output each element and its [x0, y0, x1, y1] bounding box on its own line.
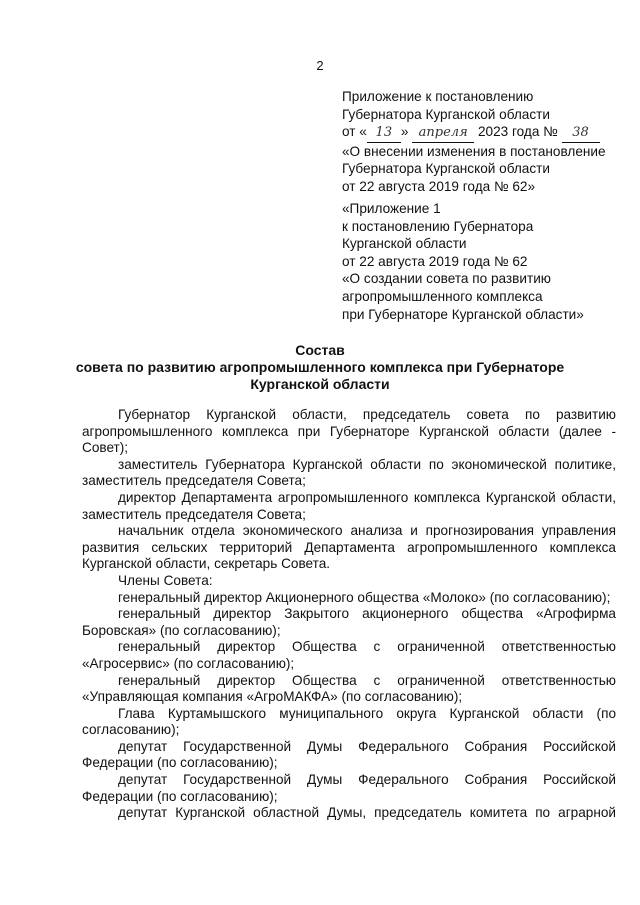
list-item: генеральный директор Акционерного общества «Молоко» (по согласованию);	[118, 589, 611, 605]
document-subtitle: совета по развитию агропромышленного комплекса при Губернаторе	[75, 359, 565, 375]
list-item: директор Департамента агропромышленного комплекса Курганской области, заместитель председателя Совета;	[82, 489, 616, 522]
appendix-quote-line: к постановлению Губернатора	[342, 218, 534, 234]
appendix-line: «О внесении изменения в постановление	[342, 143, 606, 159]
appendix-quote-line: Курганской области	[342, 236, 467, 252]
list-heading: Члены Совета:	[118, 572, 213, 588]
document-title: Состав	[295, 342, 345, 358]
list-item: генеральный директор Общества с ограниченной ответственностью «Агросервис» (по согласованию);	[82, 639, 616, 671]
list-item: начальник отдела экономического анализа и прогнозирования управления развития сельских территорий Департамента агропромышленного комплекса Курганской области, секретарь Совета.	[82, 523, 616, 572]
appendix-line: Приложение к постановлению	[342, 89, 534, 104]
list-item: заместитель Губернатора Курганской области по экономической политике, заместитель председателя Совета;	[82, 456, 616, 489]
appendix-quote-line: от 22 августа 2019 года № 62	[342, 253, 528, 269]
date-quote-close: »	[400, 124, 409, 140]
list-item: генеральный директор Общества с ограниченной ответственностью «Управляющая компания «АгроМАКФА» (по согласованию);	[82, 672, 616, 705]
appendix-quote-line: «О создании совета по развитию	[342, 271, 551, 287]
list-item: депутат Государственной Думы Федерального Собрания Российской Федерации (по согласованию);	[82, 738, 616, 771]
handwritten-number: 38	[572, 125, 589, 141]
page-number: 2	[316, 58, 324, 73]
date-prefix: от «	[342, 124, 367, 140]
document-subtitle: Курганской области	[250, 376, 390, 392]
appendix-line: от 22 августа 2019 года № 62»	[342, 178, 536, 194]
appendix-quote-block	[342, 200, 632, 323]
number-field	[562, 123, 600, 143]
list-item: депутат Государственной Думы Федерального Собрания Российской Федерации (по согласованию);	[82, 772, 616, 804]
appendix-quote-line: при Губернаторе Курганской области»	[342, 306, 584, 322]
list-item: Губернатор Курганской области, председатель совета по развитию агропромышленного комплекса при Губернаторе Курганской области (далее - Совет);	[82, 407, 616, 456]
list-item: Глава Куртамышского муниципального округа Курганской области (по согласованию);	[82, 705, 616, 738]
council-members-list	[82, 407, 616, 822]
appendix-quote-line: «Приложение 1	[342, 201, 441, 216]
month-field	[412, 123, 474, 143]
appendix-line: Губернатора Курганской области	[342, 161, 550, 177]
day-field	[367, 123, 401, 143]
list-item: генеральный директор Закрытого акционерного общества «Агрофирма Боровская» (по согласованию);	[82, 606, 616, 638]
appendix-header	[342, 88, 632, 196]
list-item: депутат Курганской областной Думы, председатель комитета по аграрной	[118, 805, 616, 821]
appendix-quote-line: агропромышленного комплекса	[342, 288, 543, 304]
appendix-date-line	[342, 123, 632, 143]
handwritten-month: апреля	[418, 125, 468, 141]
year-text: 2023 года №	[477, 124, 558, 140]
appendix-line: Губернатора Курганской области	[342, 106, 550, 122]
handwritten-day: 13	[375, 125, 393, 141]
